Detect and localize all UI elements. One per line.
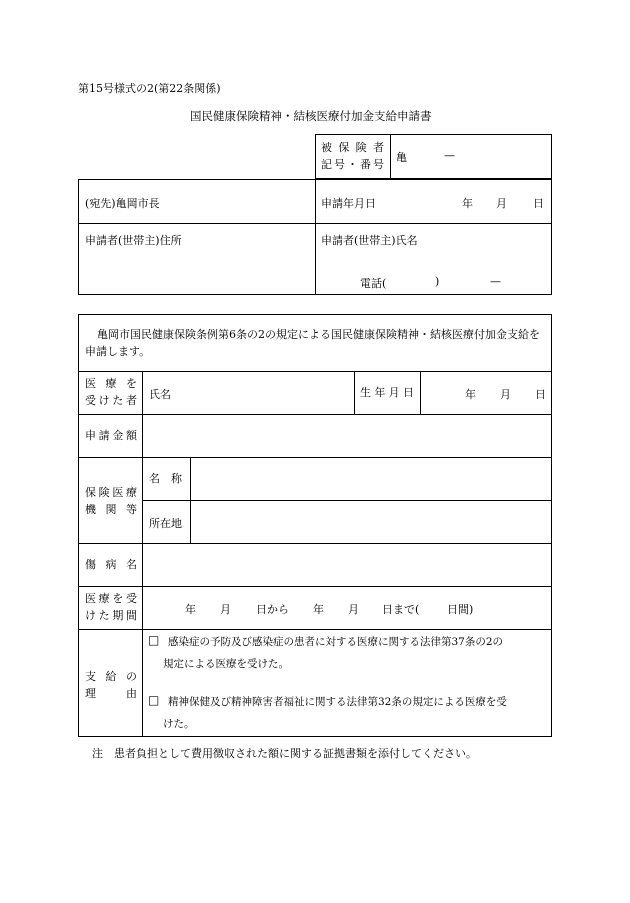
period-year: 年 [185, 603, 196, 616]
disease-field[interactable] [148, 549, 546, 581]
applicant-address-label: 申請者(世帯主)住所 [85, 234, 182, 247]
application-month: 月 [496, 197, 507, 210]
recipient-label-1: 医 療 を [85, 377, 137, 390]
period-month-2: 月 [348, 603, 359, 616]
phone-close: ) [435, 275, 440, 288]
reason-2-line-1: 精神保健及び精神障害者福祉に関する法律第32条の規定による医療を受 [168, 696, 507, 708]
period-label-1: 医療を受 [85, 592, 137, 605]
institution-name-field[interactable] [196, 463, 546, 495]
birth-month: 月 [500, 388, 511, 401]
insured-label-1: 被 保 険 者 [321, 141, 384, 154]
phone-label: 電話( [360, 277, 387, 290]
period-days: 日間) [447, 603, 474, 616]
applicant-name-field[interactable] [320, 250, 546, 268]
period-to: 日まで( [382, 603, 420, 616]
birth-day: 日 [535, 388, 546, 401]
insured-label-2: 記号・番号 [321, 158, 384, 171]
amount-field[interactable] [148, 420, 546, 452]
applicant-name-label: 申請者(世帯主)氏名 [321, 234, 418, 247]
reason-2-checkbox[interactable]: □ [148, 693, 160, 707]
form-title: 国民健康保険精神・結核医療付加金支給申請書 [190, 109, 432, 123]
applicant-address-field[interactable] [84, 250, 310, 290]
application-date-label: 申請年月日 [321, 197, 376, 210]
footnote: 注 患者負担として費用徴収された額に関する証拠書類を添付してください。 [92, 747, 477, 760]
application-year: 年 [462, 197, 473, 210]
recipient-name-label: 氏名 [149, 388, 171, 401]
recipient-name-field[interactable] [175, 380, 349, 408]
period-year-2: 年 [313, 603, 324, 616]
statement: 亀岡市国民健康保険条例第6条の2の規定による国民健康保険精神・結核医療付加金支給を申請します。 [85, 328, 540, 358]
reason-1-line-1: 感染症の予防及び感染症の患者に対する医療に関する法律第37条の2の [168, 636, 504, 648]
insured-dash: — [444, 149, 455, 162]
institution-address-field[interactable] [196, 506, 546, 538]
institution-name-label: 名 称 [149, 472, 182, 485]
institution-label-2: 機 関 等 [85, 503, 137, 516]
period-from: 日から [256, 603, 289, 616]
birthdate-label: 生年月日 [360, 386, 414, 399]
birth-year: 年 [465, 388, 476, 401]
institution-address-label: 所在地 [149, 517, 182, 530]
form-number: 第15号様式の2(第22条関係) [78, 82, 221, 95]
disease-label: 傷 病 名 [85, 558, 137, 571]
institution-label-1: 保険医療 [85, 486, 137, 499]
recipient-label-2: 受けた者 [85, 394, 137, 407]
insured-prefix: 亀 [396, 151, 407, 164]
insured-number-field-2[interactable] [462, 146, 546, 166]
reason-1-line-2: 規定による医療を受けた。 [163, 658, 289, 670]
period-label-2: けた期間 [85, 609, 137, 622]
application-day: 日 [533, 197, 544, 210]
reason-label-2: 理 由 [85, 687, 137, 700]
reason-2-line-2: けた。 [163, 718, 195, 730]
addressee: (宛先)亀岡市長 [85, 197, 160, 210]
period-month: 月 [220, 603, 231, 616]
reason-1-checkbox[interactable]: □ [148, 633, 160, 647]
phone-dash: — [490, 275, 501, 288]
amount-label: 申請金額 [85, 429, 137, 442]
insured-number-field-1[interactable] [414, 146, 440, 166]
reason-label-1: 支 給 の [85, 670, 137, 683]
